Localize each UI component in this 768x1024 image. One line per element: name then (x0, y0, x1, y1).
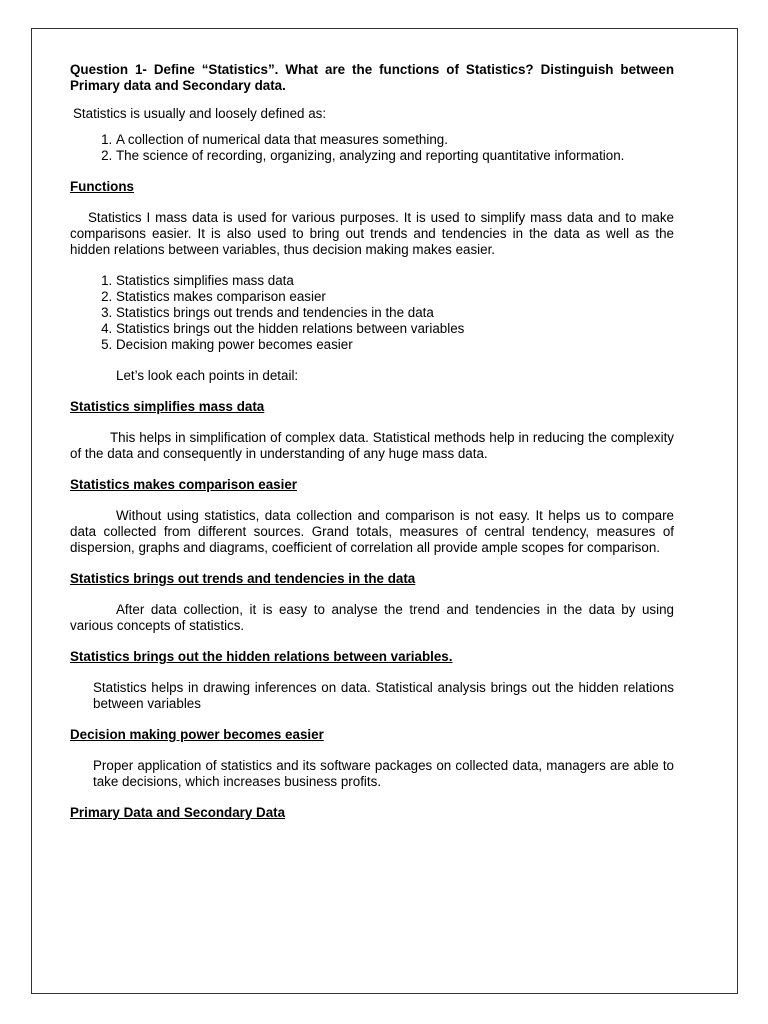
list-item: 4. Statistics brings out the hidden relations between variables (116, 321, 674, 337)
intro-text: Statistics is usually and loosely defined as: (73, 106, 327, 121)
list-item: 2. Statistics makes comparison easier (116, 289, 674, 305)
section-heading: Decision making power becomes easier (70, 727, 324, 742)
list-item: 3. Statistics brings out trends and tendencies in the data (116, 305, 674, 321)
section-heading: Statistics makes comparison easier (70, 477, 298, 492)
list-item: 5. Decision making power becomes easier (116, 337, 674, 353)
section-body: This helps in simplification of complex data. Statistical methods help in reducing the complexity of the data and consequently in understanding of any huge mass data. (70, 430, 674, 461)
section-heading: Statistics simplifies mass data (70, 399, 265, 414)
list-item: 1. A collection of numerical data that measures something. (116, 132, 674, 148)
section-body: After data collection, it is easy to analyse the trend and tendencies in the data by using various concepts of statistics. (70, 602, 674, 633)
document-body (70, 62, 674, 836)
list-item: 1. Statistics simplifies mass data (116, 273, 674, 289)
section-body: Proper application of statistics and its software packages on collected data, managers are able to take decisions, which increases business profits. (93, 758, 674, 789)
final-heading: Primary Data and Secondary Data (70, 805, 286, 820)
functions-paragraph: Statistics I mass data is used for various purposes. It is used to simplify mass data and to make comparisons easier. It is also used to bring out trends and tendencies in the data as well as the hidden relations between variables, thus decision making makes easier. (70, 210, 674, 257)
question-title: Question 1- Define “Statistics”. What are the functions of Statistics? Distinguish between Primary data and Secondary data. (70, 62, 674, 93)
section-heading: Statistics brings out the hidden relations between variables. (70, 649, 453, 664)
section-body-text: Statistics helps in drawing inferences on data. Statistical analysis brings out the hidden relations between variables (93, 680, 674, 711)
section-heading: Statistics brings out trends and tendencies in the data (70, 571, 416, 586)
list-item: 2. The science of recording, organizing, analyzing and reporting quantitative information. (116, 148, 674, 164)
lookpoint-text: Let’s look each points in detail: (116, 368, 299, 383)
section-body: Without using statistics, data collection and comparison is not easy. It helps us to compare data collected from different sources. Grand totals, measures of central tendency, measures of dispersion, graphs and diagrams, coefficient of correlation all provide ample scopes for comparison. (70, 508, 674, 555)
functions-heading: Functions (70, 179, 134, 194)
definition-list (70, 132, 674, 164)
section-body (70, 680, 674, 712)
functions-list (70, 273, 674, 353)
